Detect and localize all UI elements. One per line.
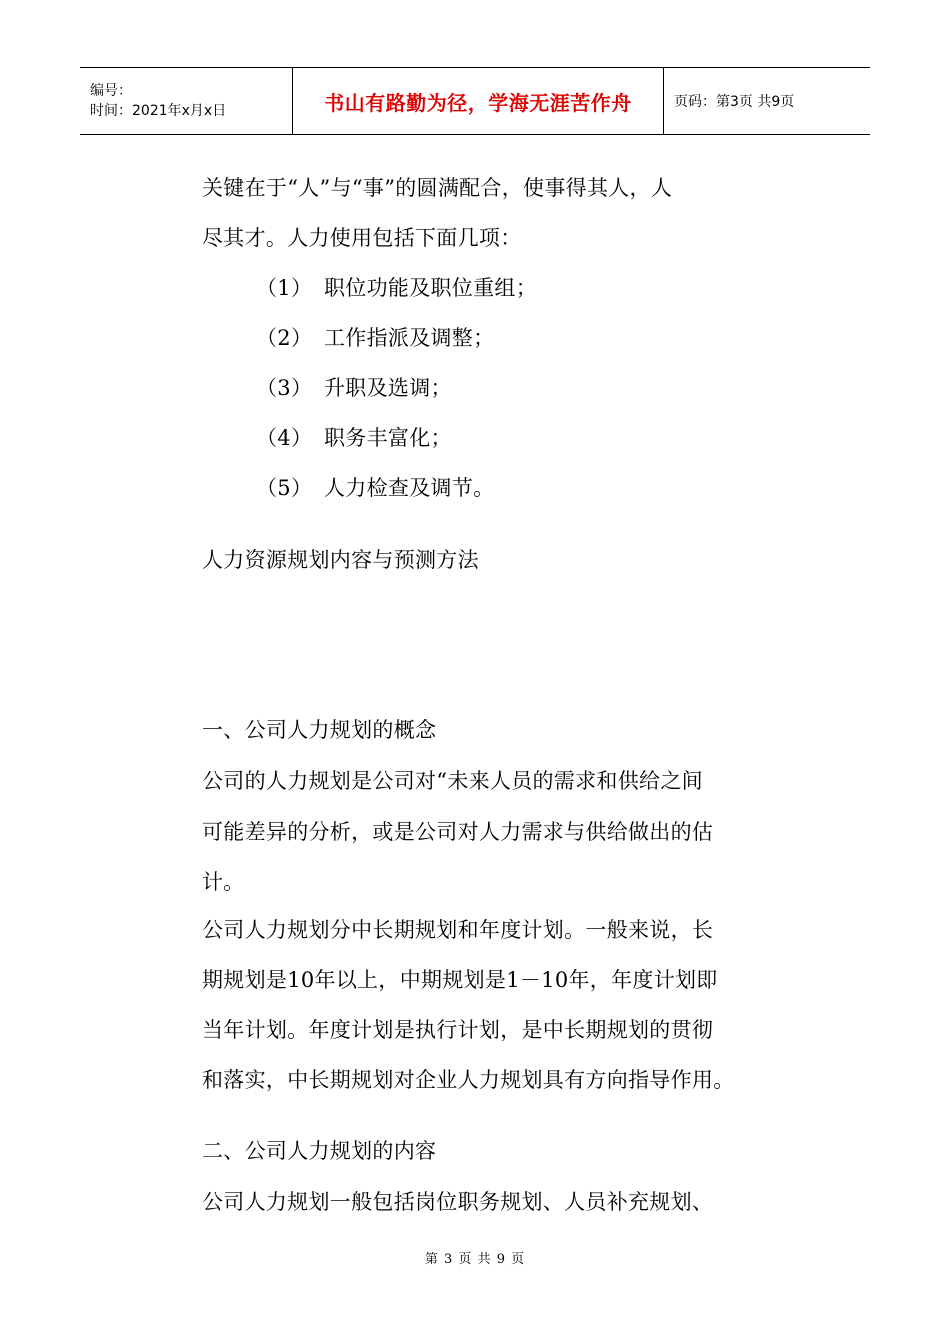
page-footer: 第 3 页 共 9 页 <box>424 1252 526 1267</box>
paragraph-line: 计。 <box>202 870 245 894</box>
paragraph-line: 公司人力规划分中长期规划和年度计划。一般来说，长 <box>202 918 714 942</box>
body-line: 关键在于“人”与“事”的圆满配合，使事得其人，人 <box>202 176 673 200</box>
paragraph-line: 当年计划。年度计划是执行计划，是中长期规划的贯彻 <box>202 1018 714 1042</box>
list-item-text: 职务丰富化； <box>324 426 452 450</box>
list-item-number: （5） <box>256 476 313 500</box>
list-item <box>256 422 452 452</box>
list-item-text: 职位功能及职位重组； <box>324 276 537 300</box>
body-line: 尽其才。人力使用包括下面几项： <box>202 226 522 250</box>
list-item-number: （3） <box>256 376 313 400</box>
header-meta <box>80 68 293 135</box>
list-item-number: （1） <box>256 276 313 300</box>
list-item-text: 工作指派及调整； <box>324 326 495 350</box>
list-item-text: 升职及选调； <box>324 376 452 400</box>
paragraph-line: 期规划是10年以上，中期规划是1－10年，年度计划即 <box>202 968 718 992</box>
list-item <box>256 272 537 302</box>
paragraph-line: 公司的人力规划是公司对“未来人员的需求和供给之间 <box>202 769 703 793</box>
paragraph-line: 和落实，中长期规划对企业人力规划具有方向指导作用。 <box>202 1068 735 1092</box>
list-item <box>256 322 494 352</box>
heading-content: 二、公司人力规划的内容 <box>202 1139 437 1163</box>
list-item-text: 人力检查及调节。 <box>324 476 495 500</box>
paragraph-line: 可能差异的分析，或是公司对人力需求与供给做出的估 <box>202 820 714 844</box>
list-item-number: （2） <box>256 326 313 350</box>
document-header <box>80 67 870 135</box>
section-title: 人力资源规划内容与预测方法 <box>202 548 479 572</box>
list-item <box>256 372 452 402</box>
list-item-number: （4） <box>256 426 313 450</box>
number-label: 编号： <box>90 83 132 99</box>
time-label: 时间：2021年x月x日 <box>90 103 227 119</box>
list-item <box>256 472 494 502</box>
page-info: 页码：第3页 共9页 <box>664 68 871 135</box>
motto: 书山有路勤为径，学海无涯苦作舟 <box>293 68 664 135</box>
heading-concept: 一、公司人力规划的概念 <box>202 718 437 742</box>
paragraph-line: 公司人力规划一般包括岗位职务规划、人员补充规划、 <box>202 1190 714 1214</box>
